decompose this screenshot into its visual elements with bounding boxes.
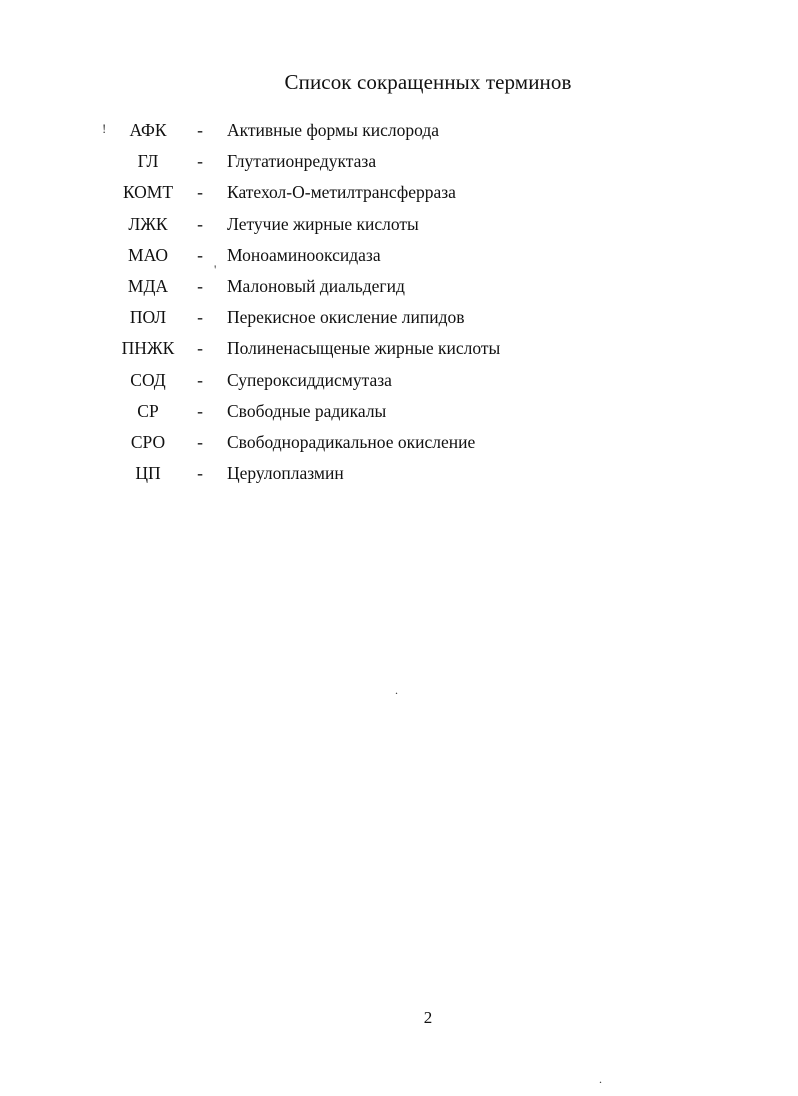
abbreviation: ЛЖК	[128, 213, 168, 234]
separator-dash: -	[197, 275, 203, 296]
definition: Свободные радикалы	[227, 400, 387, 421]
list-item	[100, 365, 700, 396]
definition: Полиненасыщеные жирные кислоты	[227, 338, 501, 359]
abbreviation: СОД	[130, 369, 166, 390]
separator-dash: -	[197, 463, 203, 484]
list-item	[100, 177, 700, 208]
list-item	[100, 396, 700, 427]
stray-bar-mark: !	[102, 121, 107, 136]
list-item	[100, 209, 700, 240]
list-item	[100, 271, 700, 302]
separator-dash: -	[197, 400, 203, 421]
separator-dash: -	[197, 213, 203, 234]
abbreviation: ПНЖК	[121, 338, 175, 359]
abbreviation: СР	[137, 400, 159, 421]
definition: Перекисное окисление липидов	[227, 307, 465, 328]
separator-dash: -	[197, 307, 203, 328]
separator-dash: -	[197, 120, 203, 140]
abbreviation: ПОЛ	[129, 307, 167, 328]
stray-dot-mark: .	[395, 683, 398, 697]
list-item	[100, 458, 700, 489]
abbreviation: МДА	[127, 275, 169, 296]
separator-dash: -	[197, 151, 203, 172]
stray-tick-mark: '	[214, 262, 217, 277]
definition: Летучие жирные кислоты	[227, 213, 419, 234]
separator-dash: -	[197, 244, 203, 265]
abbreviation-list	[100, 115, 700, 489]
list-item	[100, 427, 700, 458]
abbreviation: СРО	[130, 431, 166, 452]
definition: Моноаминооксидаза	[227, 244, 381, 265]
list-item	[100, 146, 700, 177]
separator-dash: -	[197, 369, 203, 390]
list-item	[100, 115, 700, 146]
separator-dash: -	[197, 338, 203, 359]
abbreviation: ЦП	[135, 463, 161, 484]
definition: Катехол-О-метилтрансферраза	[227, 182, 456, 203]
separator-dash: -	[197, 431, 203, 452]
definition: Церулоплазмин	[227, 463, 344, 484]
abbreviation: КОМТ	[122, 182, 174, 203]
abbreviation: МАО	[128, 244, 168, 265]
definition: Супероксиддисмутаза	[227, 369, 392, 390]
definition: Активные формы кислорода	[227, 120, 440, 140]
abbreviation: ГЛ	[137, 151, 159, 172]
page-title: Список сокращенных терминов	[284, 70, 572, 94]
separator-dash: -	[197, 182, 203, 203]
definition: Глутатионредуктаза	[227, 151, 377, 172]
page-number: 2	[423, 1008, 433, 1027]
list-item	[100, 240, 700, 271]
abbreviation: АФК	[129, 120, 167, 140]
list-item	[100, 302, 700, 333]
stray-dot-mark: .	[599, 1072, 602, 1086]
definition: Свободнорадикальное окисление	[227, 431, 476, 452]
list-item	[100, 333, 700, 364]
definition: Малоновый диальдегид	[227, 275, 405, 296]
